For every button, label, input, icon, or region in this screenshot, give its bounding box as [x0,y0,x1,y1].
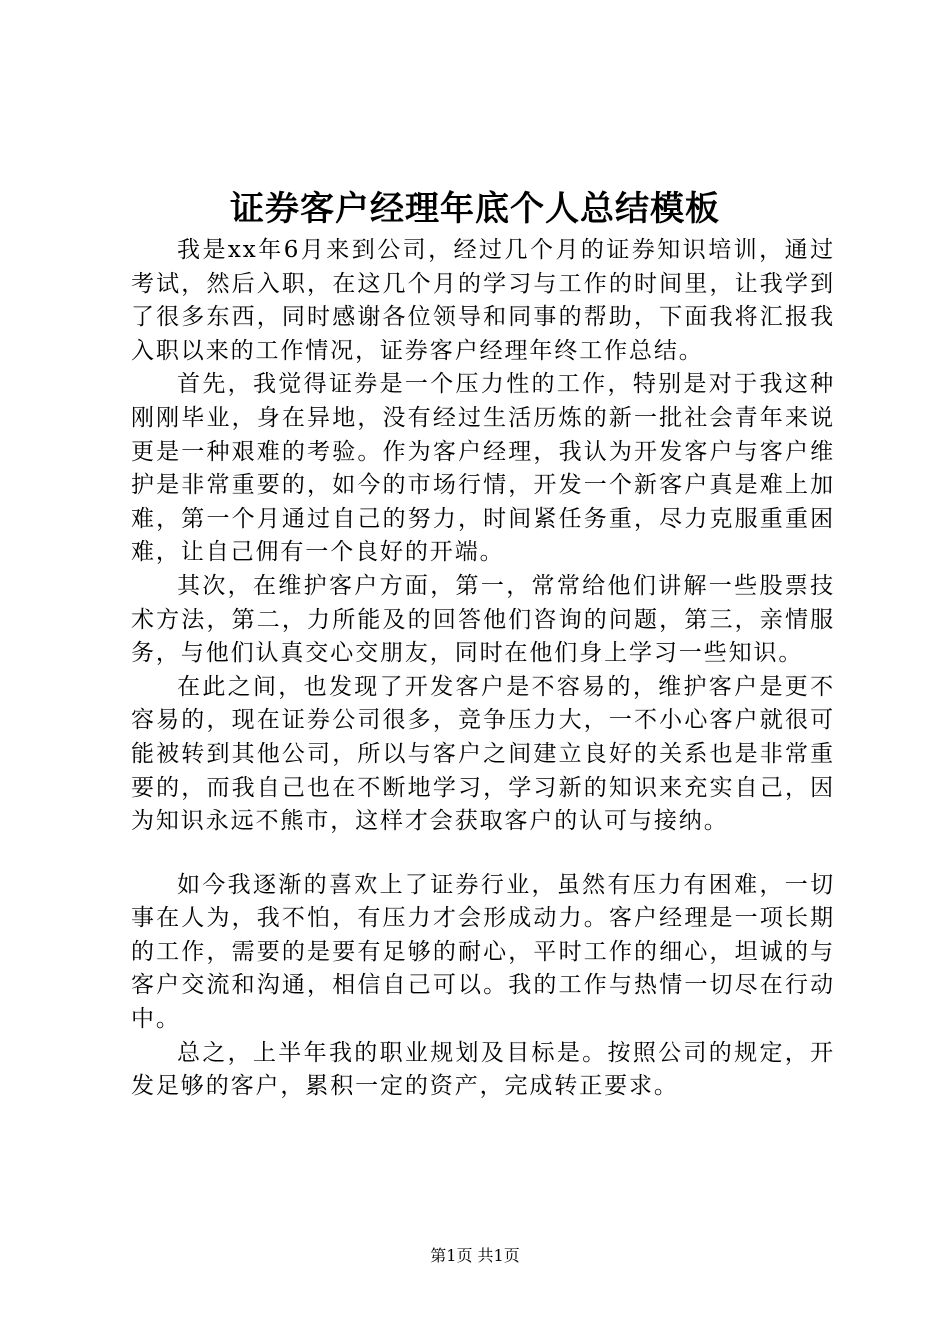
paragraph-intro: 我是xx年6月来到公司，经过几个月的证券知识培训，通过考试，然后入职，在这几个月的学习与工作的时间里，让我学到了很多东西，同时感谢各位领导和同事的帮助，下面我将汇报我入职以来的工作情况，证券客户经理年终工作总结。 [131,237,835,364]
paragraph-second: 其次，在维护客户方面，第一，常常给他们讲解一些股票技术方法，第二，力所能及的回答他们咨询的问题，第三，亲情服务，与他们认真交心交朋友，同时在他们身上学习一些知识。 [131,572,835,667]
paragraph-first: 首先，我觉得证券是一个压力性的工作，特别是对于我这种刚刚毕业，身在异地，没有经过生活历炼的新一批社会青年来说更是一种艰难的考验。作为客户经理，我认为开发客户与客户维护是非常重要的，如今的市场行情，开发一个新客户真是难上加难，第一个月通过自己的努力，时间紧任务重，尽力克服重重困难，让自己佣有一个良好的开端。 [131,371,835,566]
page-footer: 第1页 共1页 [430,1246,520,1265]
document-body [131,234,835,1104]
document-title: 证券客户经理年底个人总结模板 [230,189,720,229]
paragraph-conclusion: 总之，上半年我的职业规划及目标是。按照公司的规定，开发足够的客户，累积一定的资产，完成转正要求。 [131,1039,835,1100]
paragraph-meanwhile: 在此之间，也发现了开发客户是不容易的，维护客户是更不容易的，现在证券公司很多，竞争压力大，一不小心客户就很可能被转到其他公司，所以与客户之间建立良好的关系也是非常重要的，而我自己也在不断地学习，学习新的知识来充实自己，因为知识永远不熊市，这样才会获取客户的认可与接纳。 [131,673,835,835]
paragraph-now: 如今我逐渐的喜欢上了证券行业，虽然有压力有困难，一切事在人为，我不怕，有压力才会形成动力。客户经理是一项长期的工作，需要的是要有足够的耐心，平时工作的细心，坦诚的与客户交流和沟通，相信自己可以。我的工作与热情一切尽在行动中。 [131,871,835,1033]
